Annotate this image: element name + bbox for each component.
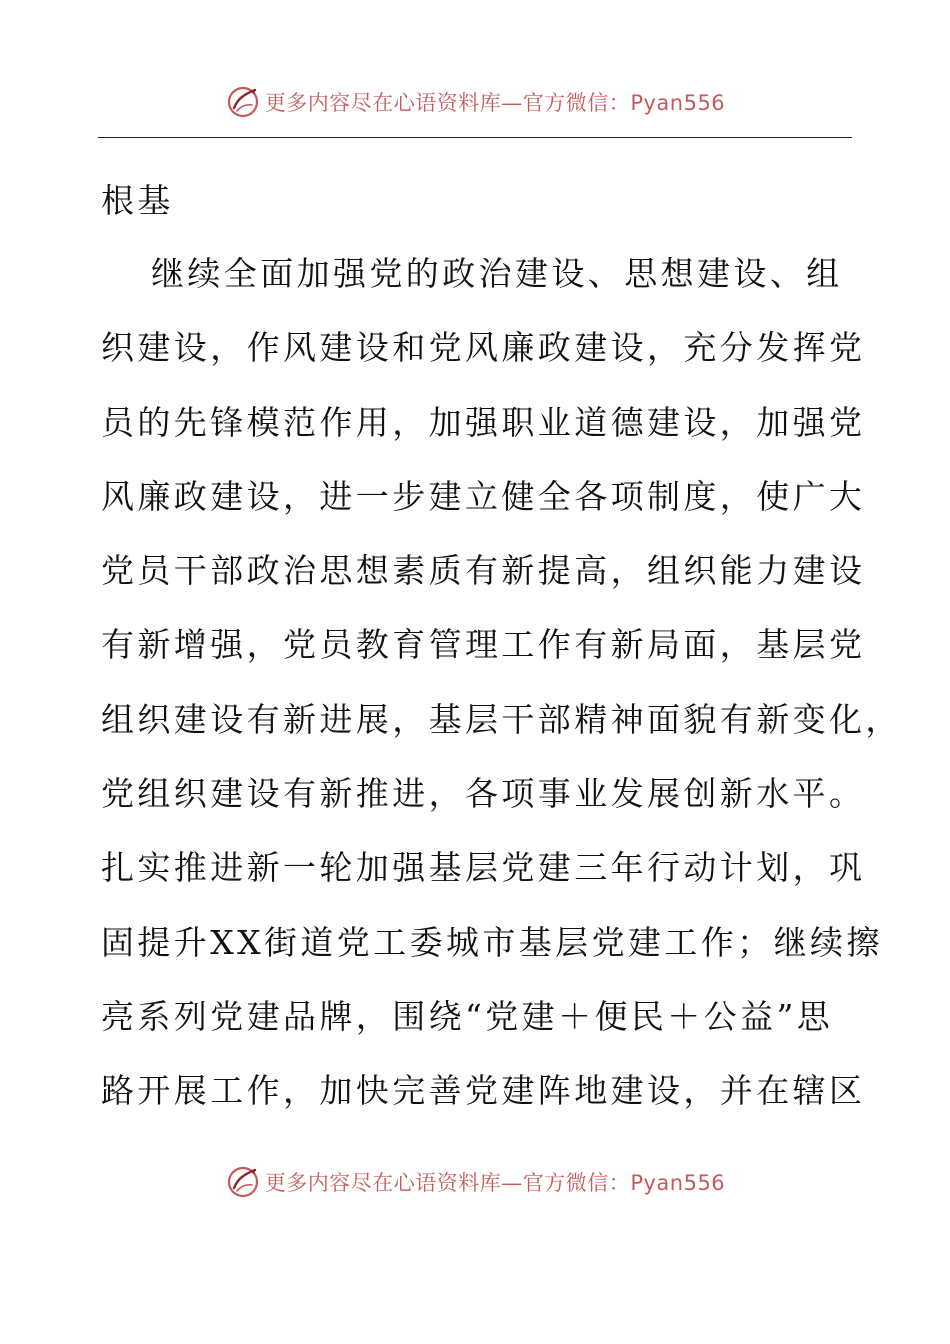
- header-divider: [98, 137, 852, 138]
- header-banner: [0, 82, 950, 122]
- footer-banner: [0, 1162, 950, 1202]
- paragraph-line-10: 扎实推进新一轮加强基层党建三年行动计划，巩: [101, 848, 866, 888]
- signature-pen-logo-icon: [225, 1164, 261, 1200]
- signature-pen-logo-icon: [225, 84, 261, 120]
- footer-banner-text: 更多内容尽在心语资料库—官方微信：Pyan556: [264, 1171, 726, 1195]
- paragraph-line-13: 路开展工作，加快完善党建阵地建设，并在辖区: [101, 1071, 866, 1111]
- header-wechat-id: Pyan556: [630, 91, 726, 115]
- paragraph-line-3: 织建设，作风建设和党风廉政建设，充分发挥党: [101, 328, 866, 368]
- document-body: [101, 165, 902, 1129]
- paragraph-line-1: 根基: [101, 181, 174, 220]
- paragraph-line-9: 党组织建设有新推进，各项事业发展创新水平。: [101, 774, 866, 814]
- paragraph-line-6: 党员干部政治思想素质有新提高，组织能力建设: [101, 551, 866, 591]
- header-banner-text: 更多内容尽在心语资料库—官方微信：Pyan556: [264, 91, 726, 115]
- footer-wechat-id: Pyan556: [630, 1171, 726, 1195]
- paragraph-line-2: 继续全面加强党的政治建设、思想建设、组: [151, 254, 843, 293]
- paragraph-line-7: 有新增强，党员教育管理工作有新局面，基层党: [101, 625, 866, 665]
- paragraph-line-8: 组织建设有新进展，基层干部精神面貌有新变化，: [101, 699, 902, 739]
- paragraph-line-12: 亮系列党建品牌，围绕“党建＋便民＋公益”思: [101, 996, 834, 1036]
- paragraph-line-11: 固提升XX街道党工委城市基层党建工作；继续擦: [101, 922, 883, 962]
- paragraph-line-5: 风廉政建设，进一步建立健全各项制度，使广大: [101, 476, 866, 516]
- paragraph-line-4: 员的先锋模范作用，加强职业道德建设，加强党: [101, 402, 866, 442]
